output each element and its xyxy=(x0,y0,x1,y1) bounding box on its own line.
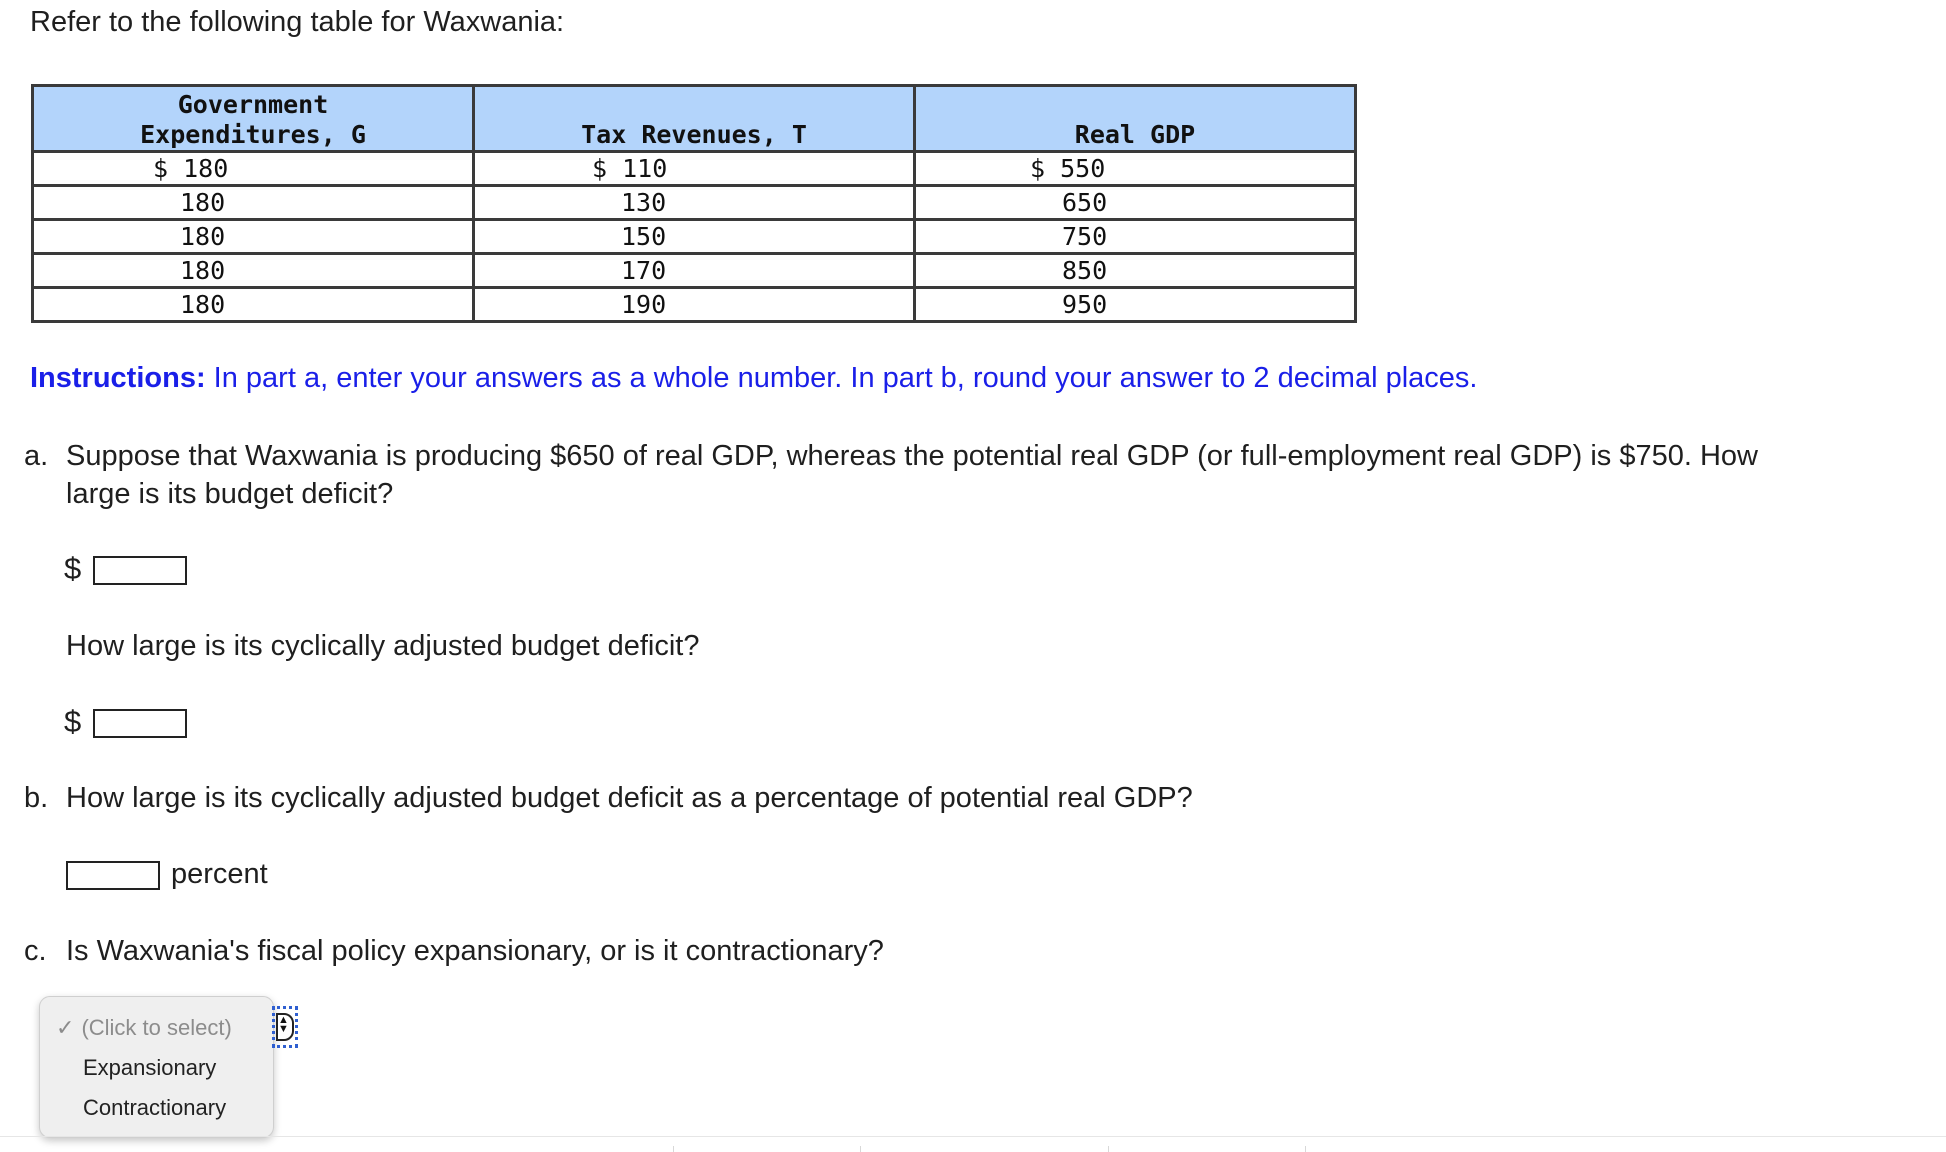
cell-government-expenditures: 180 xyxy=(33,186,474,220)
cell-real-gdp: 650 xyxy=(915,186,1356,220)
cell-tax-revenues: $ 110 xyxy=(474,152,915,186)
divider-tick xyxy=(1305,1146,1306,1152)
dollar-sign: $ xyxy=(64,551,82,586)
option-label: (Click to select) xyxy=(81,1015,232,1040)
header-g-line2: Expenditures, G xyxy=(140,120,366,149)
fiscal-policy-dropdown-menu[interactable] xyxy=(39,996,274,1138)
up-down-arrow-icon: ▲ ▼ xyxy=(278,1014,289,1035)
cell-tax-revenues: 130 xyxy=(474,186,915,220)
percent-label: percent xyxy=(171,858,268,890)
select-stepper-icon[interactable] xyxy=(272,1006,298,1048)
part-b-text: How large is its cyclically adjusted budget deficit as a percentage of potential real GDP? xyxy=(66,782,1193,814)
header-government-expenditures xyxy=(33,86,474,152)
table-row xyxy=(33,254,1356,288)
part-a-line1: Suppose that Waxwania is producing $650 of real GDP, whereas the potential real GDP (or full-employment real GDP) is $750. How xyxy=(66,440,1758,472)
part-a-question xyxy=(0,437,1946,517)
option-contractionary[interactable]: Contractionary xyxy=(83,1095,227,1120)
part-a-text xyxy=(66,437,1758,513)
part-a-number: a. xyxy=(24,440,49,472)
part-b-number: b. xyxy=(24,782,49,814)
part-c-question xyxy=(0,932,1946,972)
cyclically-adjusted-deficit-input[interactable] xyxy=(93,709,187,738)
option-expansionary[interactable]: Expansionary xyxy=(83,1055,217,1080)
cell-government-expenditures: 180 xyxy=(33,254,474,288)
cell-government-expenditures: 180 xyxy=(33,220,474,254)
cell-real-gdp: 850 xyxy=(915,254,1356,288)
cell-government-expenditures: 180 xyxy=(33,288,474,322)
cell-government-expenditures: $ 180 xyxy=(33,152,474,186)
header-tax-revenues: Tax Revenues, T xyxy=(474,86,915,152)
table-row xyxy=(33,186,1356,220)
part-a-line2: large is its budget deficit? xyxy=(66,478,394,510)
cell-tax-revenues: 170 xyxy=(474,254,915,288)
instructions xyxy=(30,359,1477,397)
dollar-sign: $ xyxy=(64,704,82,739)
option-click-to-select[interactable] xyxy=(56,1015,232,1041)
percent-input[interactable] xyxy=(66,861,160,890)
budget-deficit-input[interactable] xyxy=(93,556,187,585)
cell-tax-revenues: 190 xyxy=(474,288,915,322)
table-row xyxy=(33,152,1356,186)
instructions-text: In part a, enter your answers as a whole number. In part b, round your answer to 2 decimal places. xyxy=(205,362,1478,394)
cell-tax-revenues: 150 xyxy=(474,220,915,254)
divider-tick xyxy=(860,1146,861,1152)
cell-real-gdp: 950 xyxy=(915,288,1356,322)
header-g-line1: Government xyxy=(177,90,329,119)
checkmark-icon: ✓ xyxy=(56,1015,75,1040)
divider-tick xyxy=(1108,1146,1109,1152)
part-a-question-2: How large is its cyclically adjusted budget deficit? xyxy=(66,630,700,662)
table-row xyxy=(33,288,1356,322)
part-c-text: Is Waxwania's fiscal policy expansionary, or is it contractionary? xyxy=(66,935,884,967)
header-real-gdp: Real GDP xyxy=(915,86,1356,152)
cell-real-gdp: $ 550 xyxy=(915,152,1356,186)
table-row xyxy=(33,220,1356,254)
part-b-question xyxy=(0,779,1946,819)
bottom-divider xyxy=(0,1136,1946,1137)
instructions-label: Instructions: xyxy=(30,362,206,394)
divider-tick xyxy=(673,1146,674,1152)
intro-text: Refer to the following table for Waxwania: xyxy=(30,6,565,38)
cell-real-gdp: 750 xyxy=(915,220,1356,254)
table-header-row xyxy=(33,86,1356,152)
part-c-number: c. xyxy=(24,935,47,967)
waxwania-table xyxy=(31,84,1357,323)
